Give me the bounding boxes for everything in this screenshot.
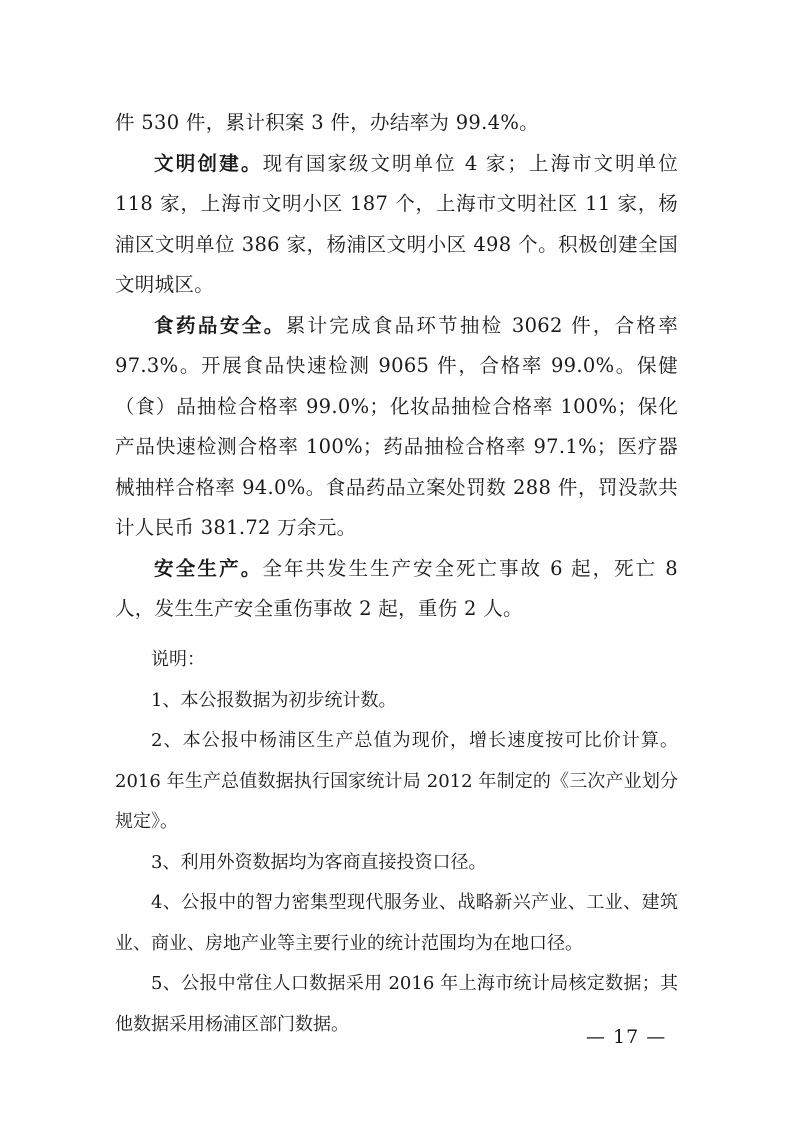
note-item: 5、公报中常住人口数据采用 2016 年上海市统计局核定数据；其他数据采用杨浦区部门数据。 [115,973,678,1035]
note-item: 2、本公报中杨浦区生产总值为现价，增长速度按可比价计算。2016 年生产总值数据执行国家统计局 2012 年制定的《三次产业划分规定》。 [115,730,678,832]
civilization-text: 现有国家级文明单位 4 家；上海市文明单位 118 家，上海市文明小区 187 个，上海市文明社区 11 家，杨浦区文明单位 386 家，杨浦区文明小区 498 个。积极创建全国文明城区。 [115,151,678,296]
page-number: — 17 — [586,1026,667,1048]
safety-text: 全年共发生生产安全死亡事故 6 起，死亡 8 人，发生生产安全重伤事故 2 起，重伤 2 人。 [115,556,678,620]
food-drug-text: 累计完成食品环节抽检 3062 件，合格率 97.3%。开展食品快速检测 9065 件，合格率 99.0%。保健（食）品抽检合格率 99.0%；化妆品抽检合格率 100%；保化产品快速检测合格率 100%；药品抽检合格率 97.1%；医疗器械抽样合格率 94.0%。食品药品立案处罚数 288 件，罚没款共计人民币 381.72 万余元。 [115,313,678,539]
note-item: 3、利用外资数据均为客商直接投资口径。 [151,851,487,873]
bulletin-body [115,103,678,630]
notes-section [115,640,678,1045]
safety-heading: 安全生产。 [154,556,263,580]
civilization-heading: 文明创建。 [154,151,263,175]
civilization-paragraph [115,144,678,306]
food-drug-paragraph [115,306,678,549]
notes-title: 说明： [151,649,205,670]
note-item: 4、公报中的智力密集型现代服务业、战略新兴产业、工业、建筑业、商业、房地产业等主要行业的统计范围均为在地口径。 [115,892,678,954]
safety-paragraph [115,549,678,630]
note-item: 1、本公报数据为初步统计数。 [151,689,397,711]
continuation-paragraph: 件 530 件，累计积案 3 件，办结率为 99.4%。 [115,111,539,134]
food-drug-heading: 食药品安全。 [154,313,286,337]
